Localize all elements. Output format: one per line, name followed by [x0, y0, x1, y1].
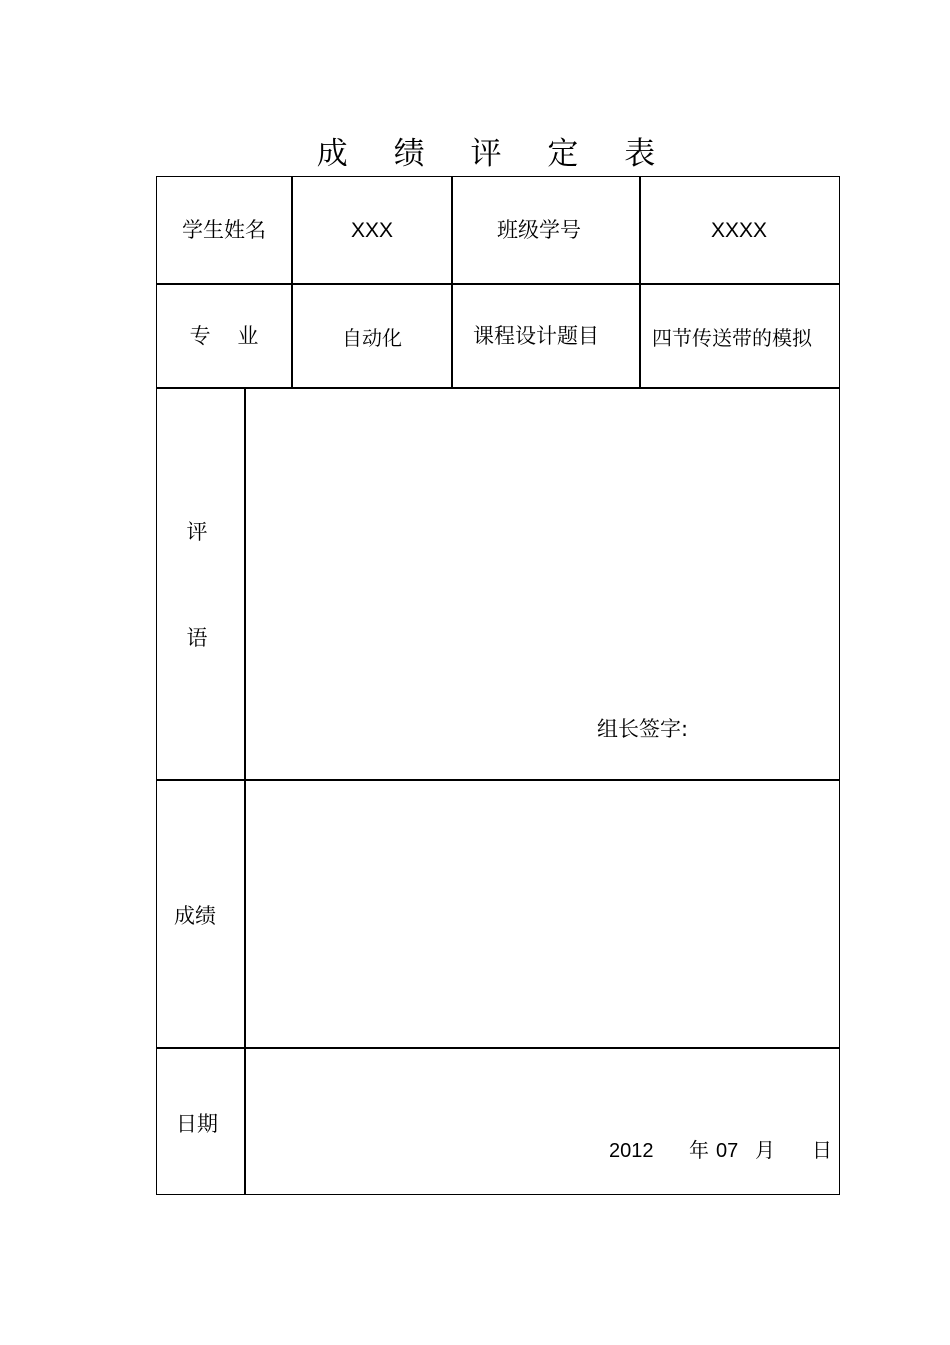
- class-number-label: 班级学号: [497, 218, 581, 242]
- major-value: 自动化: [342, 326, 402, 350]
- grade-label: 成绩: [174, 904, 216, 928]
- label-column-divider: [244, 387, 246, 1195]
- team-leader-signature-label: 组长签字:: [597, 717, 689, 741]
- comment-label-char-1: 评: [186, 520, 208, 544]
- row-divider: [157, 283, 839, 285]
- student-name-value: XXX: [350, 219, 394, 242]
- grade-evaluation-table: [156, 176, 840, 1195]
- column-divider: [451, 177, 453, 387]
- class-number-value: XXXX: [710, 219, 768, 242]
- date-label: 日期: [176, 1112, 218, 1136]
- date-month-unit: 月: [755, 1138, 775, 1162]
- student-name-label: 学生姓名: [182, 218, 266, 242]
- major-label: 专 业: [189, 324, 259, 348]
- course-topic-value: 四节传送带的模拟: [652, 326, 812, 350]
- date-year-unit: 年: [689, 1138, 709, 1162]
- course-topic-label: 课程设计题目: [473, 324, 599, 348]
- date-year: 2012: [609, 1140, 654, 1162]
- row-divider: [157, 387, 839, 389]
- row-divider: [157, 1047, 839, 1049]
- page-title: 成 绩 评 定 表: [316, 136, 674, 172]
- comment-label-char-2: 语: [186, 626, 208, 650]
- date-day-unit: 日: [812, 1138, 832, 1162]
- column-divider: [291, 177, 293, 387]
- row-divider: [157, 779, 839, 781]
- column-divider: [639, 177, 641, 387]
- date-month: 07: [716, 1140, 739, 1162]
